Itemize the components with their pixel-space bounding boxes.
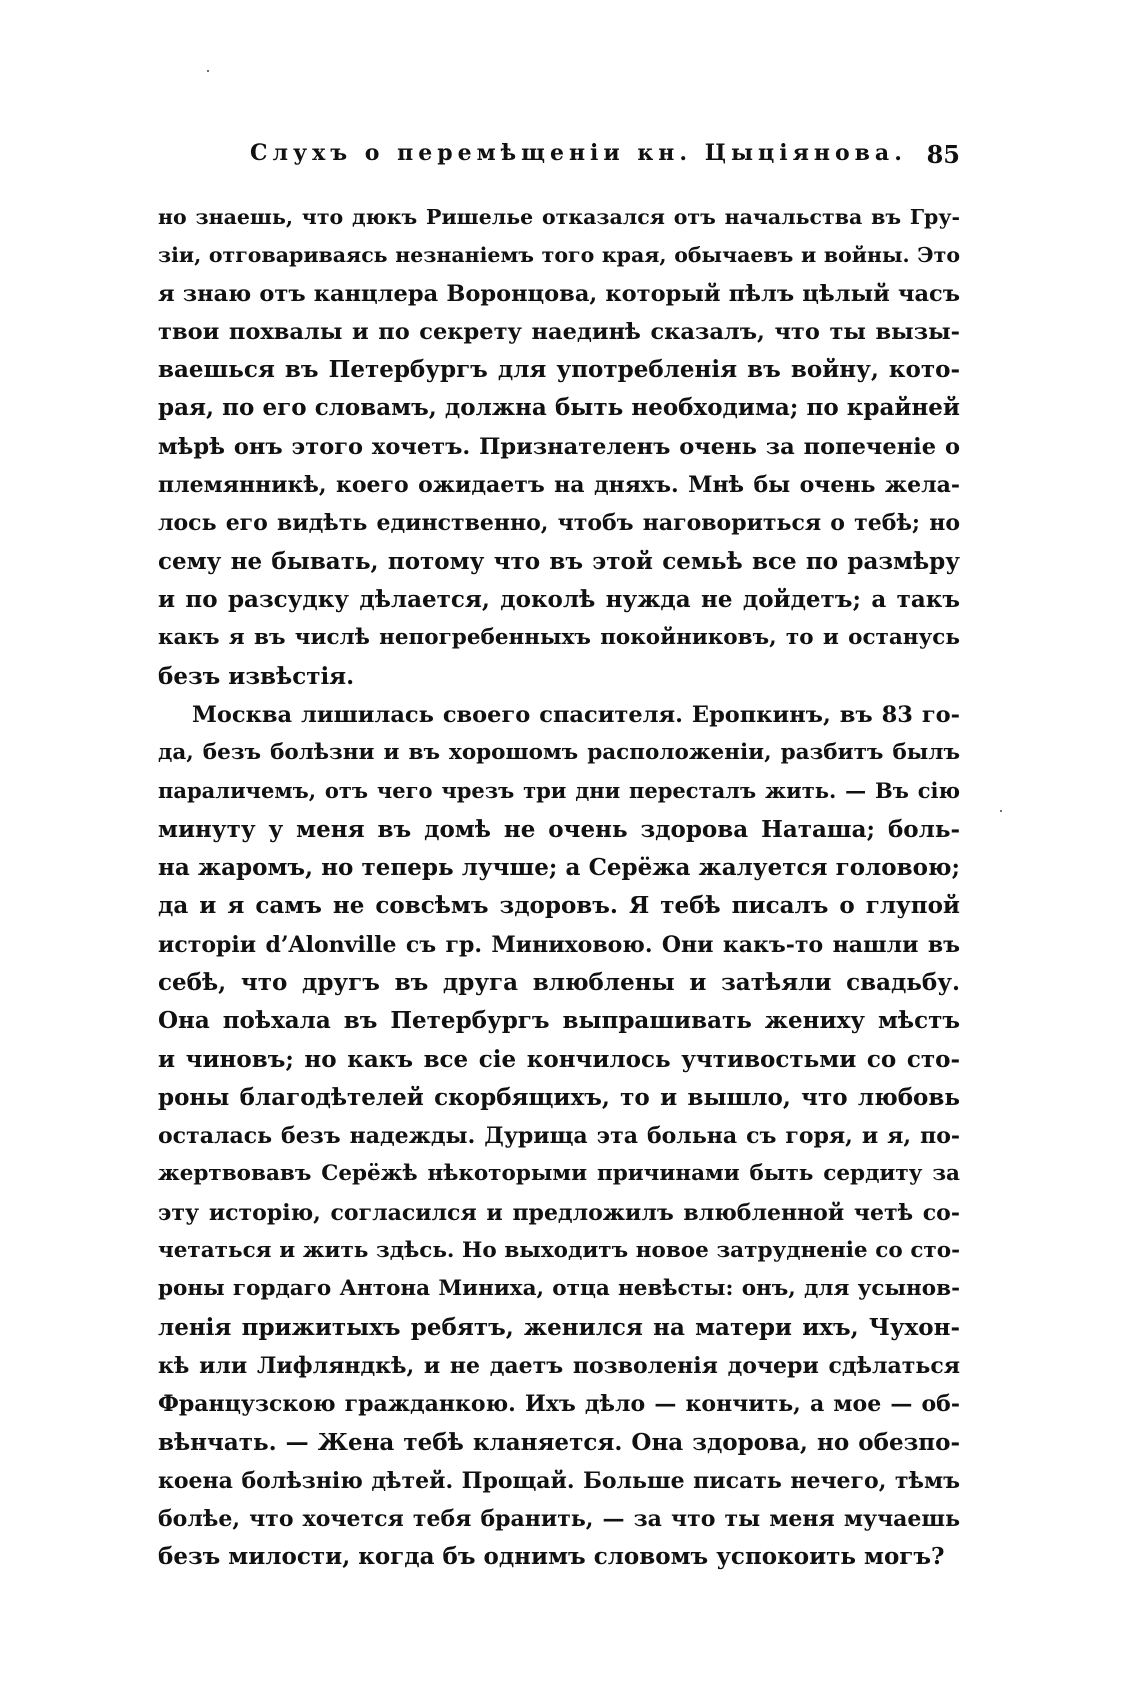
text-line: Французскою гражданкою. Ихъ дѣло — кончить, а мое — об- — [158, 1391, 960, 1418]
text-line: племянникѣ, коего ожидаетъ на дняхъ. Мнѣ бы очень жела- — [158, 472, 960, 499]
text-line: лось его видѣть единственно, чтобъ наговориться о тебѣ; но — [158, 510, 960, 537]
text-line: роны благодѣтелей скорбящихъ, то и вышло, что любовь — [158, 1083, 960, 1111]
text-line: Она поѣхала въ Петербургъ выпрашивать жениху мѣстъ — [158, 1007, 960, 1035]
text-line: безъ милости, когда бъ однимъ словомъ успокоить могъ? — [158, 1543, 945, 1571]
text-line: и по разсудку дѣлается, доколѣ нужда не дойдетъ; а такъ — [158, 585, 960, 613]
text-line: на жаромъ, но теперь лучше; а Серёжа жалуется головою; — [158, 854, 960, 882]
text-line: ваешься въ Петербургъ для употребленія въ войну, кото- — [158, 356, 960, 384]
text-line: я знаю отъ канцлера Воронцова, который пѣлъ цѣлый часъ — [158, 280, 960, 307]
text-line: четаться и жить здѣсь. Но выходитъ новое затрудненіе со сто- — [158, 1238, 960, 1264]
text-line: жертвовавъ Серёжѣ нѣкоторыми причинами быть сердиту за — [158, 1161, 960, 1187]
text-line: эту исторію, согласился и предложилъ влюбленной четѣ со- — [158, 1199, 960, 1226]
running-head — [160, 140, 960, 180]
text-line: параличемъ, отъ чего чрезъ три дни пересталъ жить. — Въ сію — [158, 778, 960, 804]
text-line: да и я самъ не совсѣмъ здоровъ. Я тебѣ писалъ о глупой — [158, 892, 960, 920]
text-line: Москва лишилась своего спасителя. Еропкинъ, въ 83 го- — [192, 701, 960, 728]
text-line: сему не бывать, потому что въ этой семьѣ все по размѣру — [158, 547, 960, 575]
text-line: исторіи d’Alonville съ гр. Миниховою. Они какъ-то нашли въ — [158, 931, 960, 958]
text-line: коена болѣзнію дѣтей. Прощай. Больше писать нечего, тѣмъ — [158, 1467, 960, 1494]
page-number: 85 — [926, 140, 960, 169]
text-line: ленія прижитыхъ ребятъ, женился на матери ихъ, Чухон- — [158, 1313, 960, 1341]
text-line: безъ извѣстія. — [158, 662, 355, 690]
text-line: вѣнчать. — Жена тебѣ кланяется. Она здорова, но обезпо- — [158, 1428, 960, 1456]
text-line: рая, по его словамъ, должна быть необходима; по крайней — [158, 394, 960, 422]
text-line: кѣ или Лифляндкѣ, и не даетъ позволенія дочери сдѣлаться — [158, 1352, 960, 1379]
running-title: Слухъ о перемѣщеніи кн. Цыціянова. — [250, 140, 907, 166]
body-text — [158, 198, 960, 1577]
text-line: зіи, отговариваясь незнаніемъ того края, обычаевъ и войны. Это — [158, 243, 960, 268]
text-line: роны гордаго Антона Миниха, отца невѣсты: онъ, для усынов- — [158, 1276, 960, 1302]
print-speck — [207, 70, 209, 72]
text-line: осталась безъ надежды. Дурища эта больна съ горя, и я, по- — [158, 1123, 960, 1150]
print-speck — [1000, 810, 1002, 812]
text-line: мѣрѣ онъ этого хочетъ. Признателенъ очень за попеченіе о — [158, 433, 960, 460]
text-line: себѣ, что другъ въ друга влюблены и затѣяли свадьбу. — [158, 968, 960, 996]
text-line: но знаешь, что дюкъ Ришелье отказался отъ начальства въ Гру- — [158, 205, 960, 229]
text-line: твои похвалы и по секрету наединѣ сказалъ, что ты вызы- — [158, 318, 960, 345]
text-line: и чиновъ; но какъ все сіе кончилось учтивостьми со сто- — [158, 1045, 960, 1073]
text-line: да, безъ болѣзни и въ хорошомъ расположеніи, разбитъ былъ — [158, 740, 960, 766]
text-line: болѣе, что хочется тебя бранить, — за что ты меня мучаешь — [158, 1506, 960, 1533]
text-line: какъ я въ числѣ непогребенныхъ покойниковъ, то и останусь — [158, 625, 960, 651]
text-line: минуту у меня въ домѣ не очень здорова Наташа; боль- — [158, 815, 960, 843]
